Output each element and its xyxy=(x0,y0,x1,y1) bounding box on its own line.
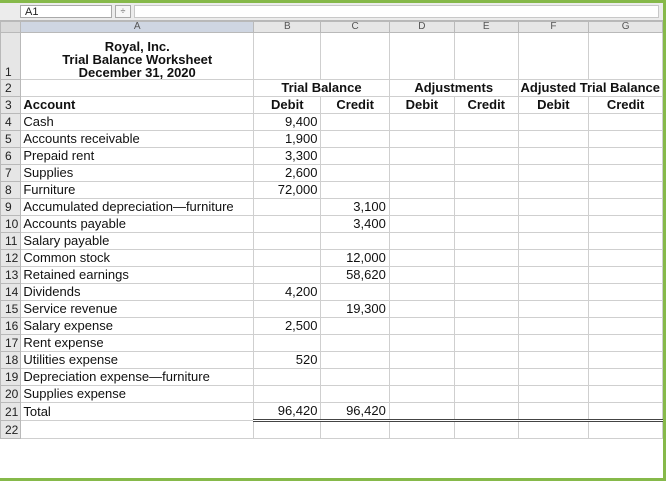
row-header[interactable]: 7 xyxy=(1,165,21,182)
credit-cell[interactable] xyxy=(321,386,389,403)
debit-cell[interactable] xyxy=(254,386,321,403)
debit-cell[interactable]: 1,900 xyxy=(254,131,321,148)
account-cell[interactable]: Salary payable xyxy=(21,233,254,250)
row-header[interactable]: 9 xyxy=(1,199,21,216)
table-row xyxy=(1,284,663,301)
worksheet-grid xyxy=(0,21,663,439)
debit-header[interactable]: Debit xyxy=(389,97,454,114)
column-header-b[interactable]: B xyxy=(254,22,321,33)
table-row xyxy=(1,182,663,199)
cell[interactable] xyxy=(518,165,589,182)
debit-cell[interactable]: 520 xyxy=(254,352,321,369)
cell[interactable] xyxy=(518,233,589,250)
cell[interactable] xyxy=(389,199,454,216)
cell[interactable] xyxy=(454,335,518,352)
column-header-e[interactable]: E xyxy=(454,22,518,33)
account-cell[interactable]: Dividends xyxy=(21,284,254,301)
debit-cell[interactable] xyxy=(254,267,321,284)
cell[interactable] xyxy=(454,148,518,165)
account-header[interactable]: Account xyxy=(21,97,254,114)
account-cell[interactable]: Cash xyxy=(21,114,254,131)
row-header[interactable]: 12 xyxy=(1,250,21,267)
cell[interactable] xyxy=(589,335,663,352)
cell[interactable] xyxy=(389,421,454,439)
cell[interactable] xyxy=(21,80,254,97)
cell[interactable] xyxy=(389,233,454,250)
row-header[interactable]: 15 xyxy=(1,301,21,318)
credit-header[interactable]: Credit xyxy=(454,97,518,114)
table-row xyxy=(1,352,663,369)
cell[interactable] xyxy=(454,250,518,267)
cell[interactable] xyxy=(589,284,663,301)
cell[interactable] xyxy=(518,352,589,369)
credit-header[interactable]: Credit xyxy=(321,97,389,114)
cell[interactable] xyxy=(589,386,663,403)
cell[interactable] xyxy=(389,165,454,182)
total-debit-cell[interactable]: 96,420 xyxy=(254,403,321,421)
formula-bar xyxy=(0,3,663,21)
cell[interactable] xyxy=(518,267,589,284)
column-header-a[interactable]: A xyxy=(21,22,254,33)
debit-cell[interactable] xyxy=(254,199,321,216)
cell[interactable] xyxy=(389,403,454,421)
credit-cell[interactable]: 3,100 xyxy=(321,199,389,216)
cell[interactable] xyxy=(589,318,663,335)
credit-cell[interactable] xyxy=(321,284,389,301)
table-row xyxy=(1,233,663,250)
credit-cell[interactable]: 12,000 xyxy=(321,250,389,267)
cell[interactable] xyxy=(589,114,663,131)
debit-cell[interactable] xyxy=(254,301,321,318)
cell[interactable] xyxy=(454,131,518,148)
account-cell[interactable]: Furniture xyxy=(21,182,254,199)
cell[interactable] xyxy=(321,421,389,439)
credit-cell[interactable]: 3,400 xyxy=(321,216,389,233)
cell[interactable] xyxy=(454,182,518,199)
table-row xyxy=(1,301,663,318)
cell[interactable] xyxy=(389,148,454,165)
adjusted-trial-balance-header[interactable]: Adjusted Trial Balance xyxy=(518,80,662,97)
cell[interactable] xyxy=(454,284,518,301)
credit-cell[interactable] xyxy=(321,165,389,182)
cell[interactable] xyxy=(454,233,518,250)
column-header-g[interactable]: G xyxy=(589,22,663,33)
cell[interactable] xyxy=(454,403,518,421)
credit-cell[interactable] xyxy=(321,369,389,386)
table-row xyxy=(1,318,663,335)
cell[interactable] xyxy=(454,267,518,284)
debit-cell[interactable]: 2,500 xyxy=(254,318,321,335)
account-cell[interactable]: Accounts payable xyxy=(21,216,254,233)
table-row xyxy=(1,80,663,97)
cell[interactable] xyxy=(389,369,454,386)
cell[interactable] xyxy=(454,301,518,318)
row-header[interactable]: 17 xyxy=(1,335,21,352)
cell[interactable] xyxy=(389,250,454,267)
cell[interactable] xyxy=(518,131,589,148)
cell[interactable] xyxy=(389,352,454,369)
debit-cell[interactable]: 4,200 xyxy=(254,284,321,301)
cell[interactable] xyxy=(518,114,589,131)
cell[interactable] xyxy=(518,301,589,318)
cell[interactable] xyxy=(454,386,518,403)
credit-cell[interactable] xyxy=(321,131,389,148)
cell[interactable] xyxy=(389,386,454,403)
table-row xyxy=(1,97,663,114)
spreadsheet-window xyxy=(0,3,663,478)
cell[interactable] xyxy=(518,216,589,233)
table-row xyxy=(1,386,663,403)
cell[interactable] xyxy=(454,421,518,439)
cell[interactable] xyxy=(454,352,518,369)
cell[interactable] xyxy=(389,131,454,148)
account-cell[interactable]: Accounts receivable xyxy=(21,131,254,148)
cell[interactable] xyxy=(589,233,663,250)
cell[interactable] xyxy=(454,114,518,131)
total-label-cell[interactable]: Total xyxy=(21,403,254,421)
row-header[interactable]: 20 xyxy=(1,386,21,403)
account-cell[interactable]: Utilities expense xyxy=(21,352,254,369)
cell[interactable] xyxy=(518,182,589,199)
cell[interactable] xyxy=(518,284,589,301)
cell[interactable] xyxy=(518,250,589,267)
cell[interactable] xyxy=(518,335,589,352)
credit-cell[interactable] xyxy=(321,233,389,250)
debit-cell[interactable] xyxy=(254,250,321,267)
column-header-c[interactable]: C xyxy=(321,22,389,33)
credit-cell[interactable]: 58,620 xyxy=(321,267,389,284)
cell[interactable] xyxy=(589,352,663,369)
table-row xyxy=(1,148,663,165)
cell[interactable] xyxy=(589,403,663,421)
cell[interactable] xyxy=(589,267,663,284)
credit-cell[interactable] xyxy=(321,114,389,131)
row-header[interactable]: 14 xyxy=(1,284,21,301)
cell[interactable] xyxy=(389,335,454,352)
formula-input[interactable] xyxy=(134,5,659,18)
cell[interactable] xyxy=(589,199,663,216)
account-cell[interactable]: Supplies expense xyxy=(21,386,254,403)
select-all-corner[interactable] xyxy=(1,22,21,33)
cell[interactable] xyxy=(518,421,589,439)
debit-cell[interactable]: 72,000 xyxy=(254,182,321,199)
credit-cell[interactable] xyxy=(321,352,389,369)
table-row xyxy=(1,403,663,421)
row-header[interactable]: 19 xyxy=(1,369,21,386)
debit-cell[interactable]: 9,400 xyxy=(254,114,321,131)
table-row xyxy=(1,165,663,182)
worksheet-name: Trial Balance Worksheet xyxy=(62,52,213,67)
table-row xyxy=(1,216,663,233)
debit-cell[interactable]: 2,600 xyxy=(254,165,321,182)
credit-header[interactable]: Credit xyxy=(589,97,663,114)
debit-cell[interactable] xyxy=(254,233,321,250)
trial-balance-header[interactable]: Trial Balance xyxy=(254,80,390,97)
cell[interactable] xyxy=(389,318,454,335)
credit-cell[interactable] xyxy=(321,182,389,199)
account-cell[interactable]: Common stock xyxy=(21,250,254,267)
cell[interactable] xyxy=(254,33,321,80)
cell[interactable] xyxy=(589,421,663,439)
table-row xyxy=(1,131,663,148)
cell[interactable] xyxy=(589,369,663,386)
account-cell[interactable]: Accumulated depreciation—furniture xyxy=(21,199,254,216)
table-row xyxy=(1,267,663,284)
account-cell[interactable]: Depreciation expense—furniture xyxy=(21,369,254,386)
row-header[interactable]: 16 xyxy=(1,318,21,335)
cell[interactable] xyxy=(518,33,589,80)
row-header[interactable]: 18 xyxy=(1,352,21,369)
credit-cell[interactable] xyxy=(321,318,389,335)
cell[interactable] xyxy=(389,216,454,233)
row-header[interactable]: 4 xyxy=(1,114,21,131)
cell[interactable] xyxy=(454,199,518,216)
cell[interactable] xyxy=(518,199,589,216)
column-header-f[interactable]: F xyxy=(518,22,589,33)
table-row xyxy=(1,250,663,267)
cell[interactable] xyxy=(389,114,454,131)
cell[interactable] xyxy=(389,284,454,301)
adjustments-header[interactable]: Adjustments xyxy=(389,80,518,97)
debit-cell[interactable] xyxy=(254,216,321,233)
credit-cell[interactable] xyxy=(321,335,389,352)
row-header[interactable]: 22 xyxy=(1,421,21,439)
cell[interactable] xyxy=(518,318,589,335)
row-header[interactable]: 6 xyxy=(1,148,21,165)
table-row xyxy=(1,33,663,80)
cell[interactable] xyxy=(589,301,663,318)
debit-header[interactable]: Debit xyxy=(254,97,321,114)
row-header[interactable]: 2 xyxy=(1,80,21,97)
cell[interactable] xyxy=(389,267,454,284)
name-box[interactable]: A1 xyxy=(20,5,112,18)
cell[interactable] xyxy=(389,182,454,199)
table-row xyxy=(1,421,663,439)
worksheet-title[interactable] xyxy=(21,33,254,80)
cell[interactable] xyxy=(518,148,589,165)
cell[interactable] xyxy=(518,369,589,386)
total-credit-cell[interactable]: 96,420 xyxy=(321,403,389,421)
column-header-row xyxy=(1,22,663,33)
cell[interactable] xyxy=(254,421,321,439)
row-header[interactable]: 5 xyxy=(1,131,21,148)
cell[interactable] xyxy=(454,369,518,386)
cell[interactable] xyxy=(589,182,663,199)
account-cell[interactable]: Retained earnings xyxy=(21,267,254,284)
account-cell[interactable]: Salary expense xyxy=(21,318,254,335)
cell[interactable] xyxy=(589,33,663,80)
cell[interactable] xyxy=(454,318,518,335)
credit-cell[interactable] xyxy=(321,148,389,165)
cell[interactable] xyxy=(589,216,663,233)
debit-cell[interactable] xyxy=(254,369,321,386)
debit-header[interactable]: Debit xyxy=(518,97,589,114)
row-header[interactable]: 21 xyxy=(1,403,21,421)
cell[interactable] xyxy=(454,216,518,233)
account-cell[interactable]: Prepaid rent xyxy=(21,148,254,165)
cell[interactable] xyxy=(389,33,454,80)
worksheet-date: December 31, 2020 xyxy=(78,65,196,80)
credit-cell[interactable]: 19,300 xyxy=(321,301,389,318)
name-box-stepper-icon[interactable]: ÷ xyxy=(115,5,131,18)
cell[interactable] xyxy=(589,148,663,165)
cell[interactable] xyxy=(589,250,663,267)
table-row xyxy=(1,114,663,131)
row-header[interactable]: 8 xyxy=(1,182,21,199)
table-row xyxy=(1,369,663,386)
table-row xyxy=(1,199,663,216)
account-cell[interactable]: Service revenue xyxy=(21,301,254,318)
cell[interactable] xyxy=(389,301,454,318)
row-header[interactable]: 1 xyxy=(1,33,21,80)
row-header[interactable]: 10 xyxy=(1,216,21,233)
cell[interactable] xyxy=(589,165,663,182)
table-row xyxy=(1,335,663,352)
cell[interactable] xyxy=(518,386,589,403)
account-cell[interactable]: Supplies xyxy=(21,165,254,182)
debit-cell[interactable]: 3,300 xyxy=(254,148,321,165)
column-header-d[interactable]: D xyxy=(389,22,454,33)
account-cell[interactable]: Rent expense xyxy=(21,335,254,352)
cell[interactable] xyxy=(454,33,518,80)
cell[interactable] xyxy=(21,421,254,439)
debit-cell[interactable] xyxy=(254,335,321,352)
cell[interactable] xyxy=(518,403,589,421)
row-header[interactable]: 3 xyxy=(1,97,21,114)
cell[interactable] xyxy=(454,165,518,182)
cell[interactable] xyxy=(589,131,663,148)
row-header[interactable]: 13 xyxy=(1,267,21,284)
row-header[interactable]: 11 xyxy=(1,233,21,250)
company-name: Royal, Inc. xyxy=(104,39,170,54)
cell[interactable] xyxy=(321,33,389,80)
